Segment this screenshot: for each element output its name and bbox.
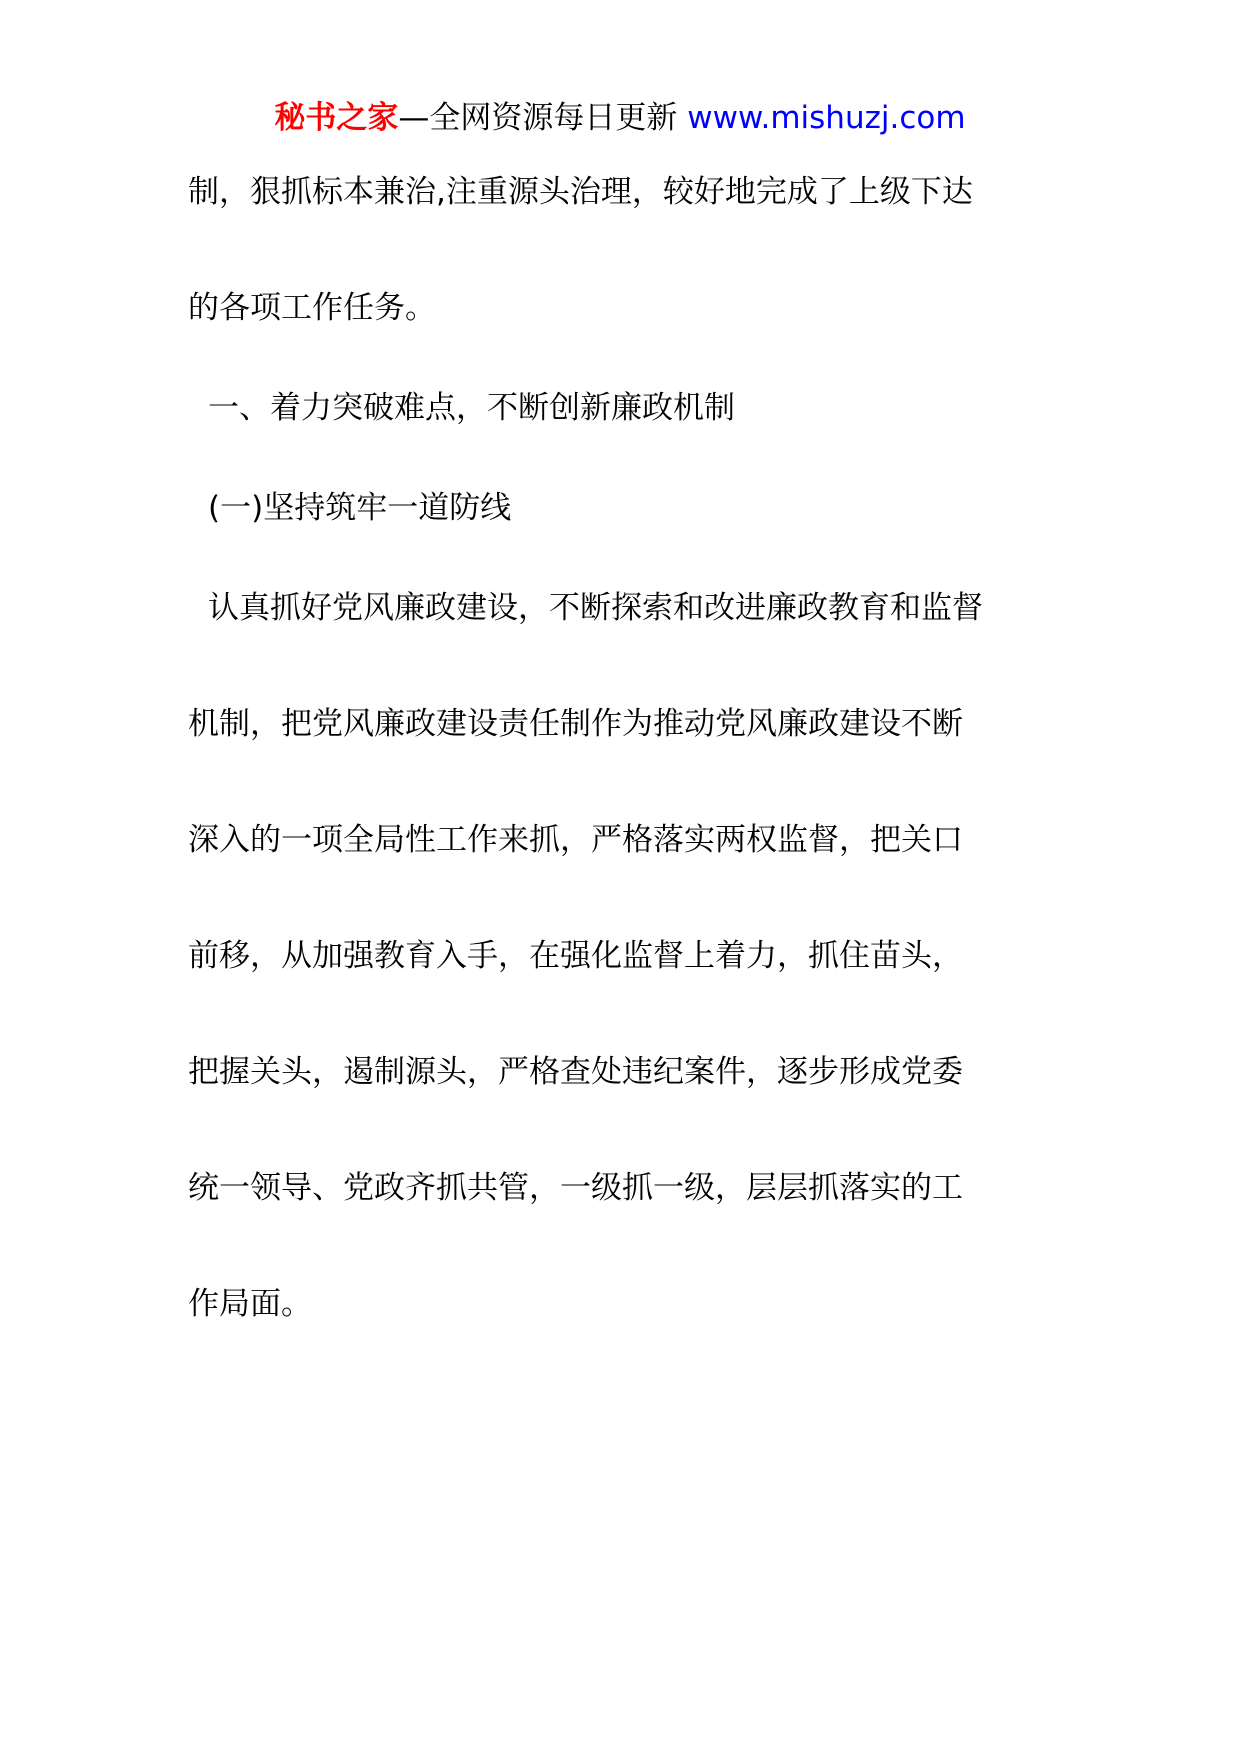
paragraph-line-1: 认真抓好党风廉政建设，不断探索和改进廉政教育和监督 [208, 590, 983, 626]
paragraph-line-6: 统一领导、党政齐抓共管，一级抓一级，层层抓落实的工 [188, 1170, 963, 1206]
section-heading: 一、着力突破难点，不断创新廉政机制 [208, 390, 735, 426]
body-line-1: 制，狠抓标本兼治,注重源头治理，较好地完成了上级下达 [188, 174, 973, 210]
paragraph-line-5: 把握关头，遏制源头，严格查处违纪案件，逐步形成党委 [188, 1054, 963, 1090]
subsection-heading: (一)坚持筑牢一道防线 [208, 490, 512, 526]
paragraph-line-4: 前移，从加强教育入手，在强化监督上着力，抓住苗头， [188, 938, 963, 974]
page-header [0, 96, 1240, 140]
paragraph-line-3: 深入的一项全局性工作来抓，严格落实两权监督，把关口 [188, 822, 963, 858]
paragraph-line-2: 机制，把党风廉政建设责任制作为推动党风廉政建设不断 [188, 706, 963, 742]
header-tagline: —全网资源每日更新 [398, 100, 678, 136]
website-url[interactable]: www.mishuzj.com [677, 100, 966, 136]
brand-name: 秘书之家 [274, 100, 399, 136]
paragraph-line-7: 作局面。 [188, 1286, 312, 1322]
body-line-2: 的各项工作任务。 [188, 290, 436, 326]
